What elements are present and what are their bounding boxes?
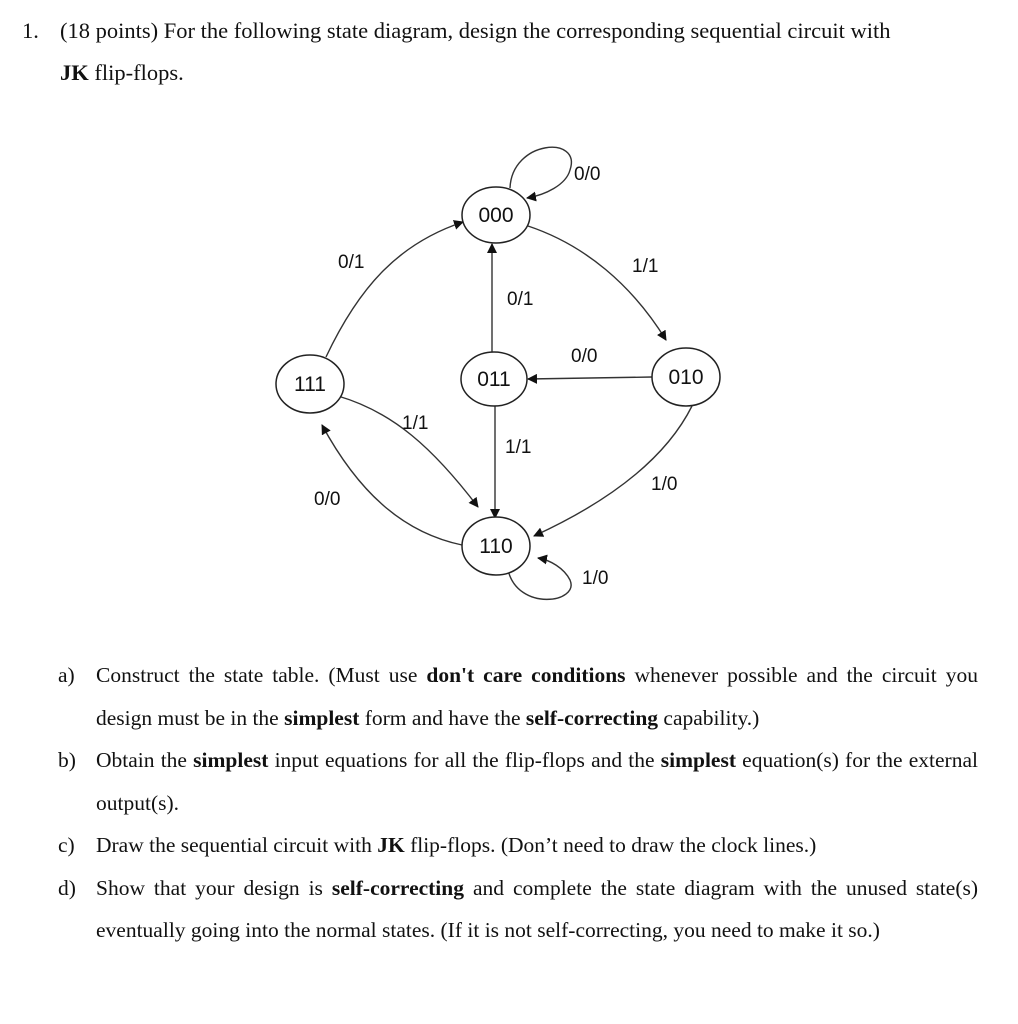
subquestion-text: Show that your design is self-correcting and complete the state diagram with the unused state(s) eventually going into the normal states. (If it is not self-correcting, you need to make it so.) (96, 875, 979, 942)
edge-000-self (510, 147, 571, 198)
subquestion-text: Construct the state table. (Must use don't care conditions whenever possible and the circuit you design must be in the simplest form and have the self-correcting capability.) (96, 663, 978, 730)
edge-label-011-000: 0/1 (507, 289, 534, 310)
state-011 (461, 352, 527, 406)
subquestion-text: Obtain the simplest input equations for all the flip-flops and the simplest equation(s) for the external output(s). (96, 748, 978, 815)
edge-label-000-self: 0/0 (574, 164, 601, 185)
state-011-label: 011 (477, 368, 511, 391)
edge-label-010-110: 1/0 (651, 474, 678, 495)
edge-label-110-self: 1/0 (582, 568, 609, 589)
subquestion-marker: b) (58, 748, 76, 772)
subquestion-marker: c) (58, 833, 75, 857)
subquestion-a (58, 654, 978, 739)
state-111-label: 111 (294, 373, 326, 396)
subquestion-d (58, 867, 978, 952)
subquestion-b (58, 739, 978, 824)
edge-label-010-011: 0/0 (571, 346, 598, 367)
subquestion-text: Draw the sequential circuit with JK flip-flops. (Don’t need to draw the clock lines.) (96, 833, 817, 857)
edge-label-111-000: 0/1 (338, 252, 365, 273)
state-010-label: 010 (668, 366, 704, 389)
edge-000-010 (528, 226, 666, 340)
edge-label-111-110: 1/1 (402, 413, 429, 434)
edge-110-111 (322, 425, 462, 545)
edge-010-110 (534, 406, 692, 536)
subquestion-c (58, 824, 978, 867)
state-111 (276, 355, 344, 413)
subquestion-marker: d) (58, 875, 76, 900)
state-010 (652, 348, 720, 406)
state-110-label: 110 (479, 535, 513, 558)
edge-010-011 (528, 377, 652, 379)
question-number: 1. (22, 18, 39, 43)
question-text: For the following state diagram, design the corresponding sequential circuit with (163, 18, 891, 43)
edge-label-011-110: 1/1 (505, 437, 532, 458)
edge-111-000 (326, 222, 463, 357)
question-points: (18 points) (60, 18, 159, 43)
edge-label-000-010: 1/1 (632, 256, 659, 277)
state-000-label: 000 (478, 204, 514, 227)
subquestion-list (58, 654, 978, 952)
question-text-end: flip-flops. (94, 60, 184, 85)
flipflop-type: JK (60, 60, 89, 85)
subquestion-marker: a) (58, 663, 75, 687)
state-000 (462, 187, 530, 243)
edge-label-110-111: 0/0 (314, 489, 341, 510)
state-110 (462, 517, 530, 575)
